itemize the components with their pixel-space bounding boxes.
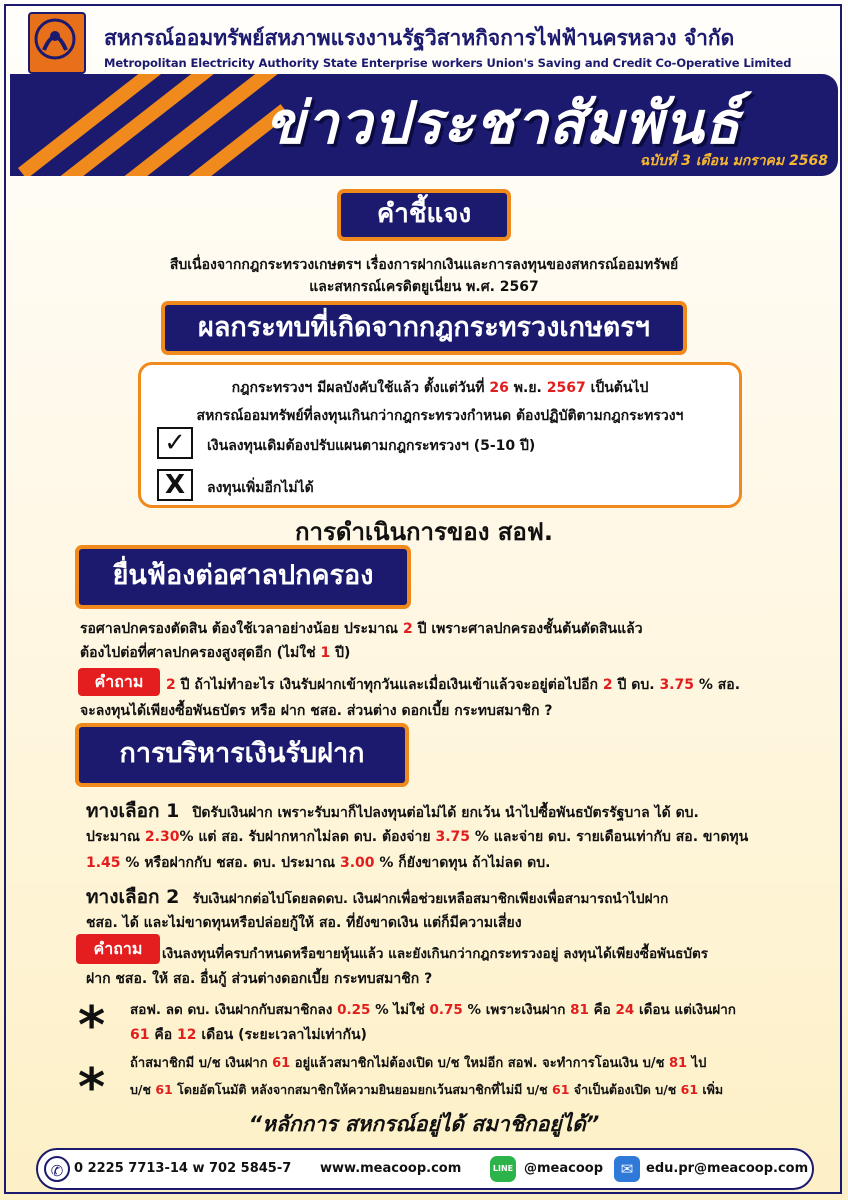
line-app-icon: LINE bbox=[490, 1156, 516, 1182]
org-name-english: Metropolitan Electricity Authority State Enterprise workers Union's Saving and Credit Co-Operative Limited bbox=[104, 56, 792, 70]
note-1-line-1: สอฟ. ลด ดบ. เงินฝากกับสมาชิกลง 0.25 % ไม่ใช่ 0.75 % เพราะเงินฝาก 81 คือ 24 เดือน แต่เงินฝาก bbox=[130, 1002, 736, 1018]
clarify-line-1: สืบเนื่องจากกฎกระทรวงเกษตรฯ เรื่องการฝากเงินและการลงทุนของสหกรณ์ออมทรัพย์ bbox=[169, 257, 679, 273]
email-address[interactable]: edu.pr@meacoop.com bbox=[646, 1161, 809, 1176]
asterisk-icon: * bbox=[78, 1058, 106, 1118]
option-1-line-2: ประมาณ 2.30% แต่ สอ. รับฝากหากไม่ลด ดบ. ต้องจ่าย 3.75 % และจ่าย ดบ. รายเดือนเท่ากับ สอ. ขาดทุน bbox=[86, 829, 749, 845]
note-2-line-1: ถ้าสมาชิกมี บ/ช เงินฝาก 61 อยู่แล้วสมาชิกไม่ต้องเปิด บ/ช ใหม่อีก สอฟ. จะทำการโอนเงิน บ/ช 81 ไป bbox=[130, 1056, 707, 1071]
cross-item-text: ลงทุนเพิ่มอีกไม่ได้ bbox=[207, 480, 314, 496]
court-line-1: รอศาลปกครองตัดสิน ต้องใช้เวลาอย่างน้อย ประมาณ 2 ปี เพราะศาลปกครองชั้นต้นตัดสินแล้ว bbox=[80, 621, 643, 637]
deposit-question-tag: คำถาม bbox=[76, 934, 160, 964]
option-1-line-3: 1.45 % หรือฝากกับ ชสอ. ดบ. ประมาณ 3.00 % ก็ยังขาดทุน ถ้าไม่ลด ดบ. bbox=[86, 855, 551, 871]
check-mark-icon: ✓ bbox=[157, 427, 193, 459]
note-2-line-2: บ/ช 61 โดยอัตโนมัติ หลังจากสมาชิกให้ความยินยอมยกเว้นสมาชิกที่ไม่มี บ/ช 61 จำเป็นต้องเปิด บ/ช 61 เพิ่ม bbox=[130, 1082, 724, 1097]
option-1-line-1: ทางเลือก 1 ปิดรับเงินฝาก เพราะรับมาก็ไปลงทุนต่อไม่ได้ ยกเว้น นำไปซื้อพันธบัตรรัฐบาล ได้ ดบ. bbox=[86, 800, 699, 822]
clarify-line-2: และสหกรณ์เครดิตยูเนี่ยน พ.ศ. 2567 bbox=[309, 279, 539, 295]
option-1-label: ทางเลือก 1 bbox=[86, 800, 180, 822]
cross-mark-icon: X bbox=[157, 469, 193, 501]
court-title: ยื่นฟ้องต่อศาลปกครอง bbox=[76, 546, 410, 608]
check-item-text: เงินลงทุนเดิมต้องปรับแผนตามกฎกระทรวงฯ (5-10 ปี) bbox=[207, 438, 536, 454]
court-question-line-2: จะลงทุนได้เพียงซื้อพันธบัตร หรือ ฝาก ชสอ. ส่วนต่าง ดอกเบี้ย กระทบสมาชิก ? bbox=[80, 703, 553, 719]
issue-info: ฉบับที่ 3 เดือน มกราคม 2568 bbox=[639, 153, 828, 169]
impact-box bbox=[138, 362, 742, 508]
impact-line-1: กฎกระทรวงฯ มีผลบังคับใช้แล้ว ตั้งแต่วันที่ 26 พ.ย. 2567 เป็นต้นไป bbox=[231, 380, 649, 396]
clarify-title: คำชี้แจง bbox=[338, 190, 510, 240]
option-2-line-2: ชสอ. ได้ และไม่ขาดทุนหรือปล่อยกู้ให้ สอ. ที่ยังขาดเงิน แต่ก็มีความเสี่ยง bbox=[86, 915, 522, 931]
actions-heading: การดำเนินการของ สอฟ. bbox=[295, 518, 553, 546]
deposit-question-line-1: เงินลงทุนที่ครบกำหนดหรือขายหุ้นแล้ว และยังเกินกว่ากฎกระทรวงอยู่ ลงทุนได้เพียงซื้อพันธบัตร bbox=[162, 946, 709, 962]
coop-logo bbox=[28, 12, 86, 74]
court-question-line-1: 2 ปี ถ้าไม่ทำอะไร เงินรับฝากเข้าทุกวันและเมื่อเงินเข้าแล้วจะอยู่ต่อไปอีก 2 ปี ดบ. 3.75 % สอ. bbox=[166, 677, 741, 693]
asterisk-icon: * bbox=[78, 996, 106, 1056]
phone-number[interactable]: 0 2225 7713-14 w 702 5845-7 bbox=[74, 1161, 292, 1176]
court-line-2: ต้องไปต่อที่ศาลปกครองสูงสุดอีก (ไม่ใช่ 1 ปี) bbox=[80, 645, 351, 661]
deposit-title: การบริหารเงินรับฝาก bbox=[76, 724, 408, 786]
court-question-tag: คำถาม bbox=[78, 668, 160, 696]
option-2-label: ทางเลือก 2 bbox=[86, 886, 180, 908]
deposit-question-line-2: ฝาก ชสอ. ให้ สอ. อื่นกู้ ส่วนต่างดอกเบี้ย กระทบสมาชิก ? bbox=[86, 971, 433, 987]
note-1-line-2: 61 คือ 12 เดือน (ระยะเวลาไม่เท่ากัน) bbox=[130, 1027, 367, 1043]
impact-title: ผลกระทบที่เกิดจากกฎกระทรวงเกษตรฯ bbox=[162, 302, 686, 354]
phone-icon: ✆ bbox=[44, 1156, 70, 1182]
impact-line-2: สหกรณ์ออมทรัพย์ที่ลงทุนเกินกว่ากฎกระทรวงกำหนด ต้องปฏิบัติตามกฎกระทรวงฯ bbox=[196, 408, 684, 424]
option-2-line-1: ทางเลือก 2 รับเงินฝากต่อไปโดยลดดบ. เงินฝากเพื่อช่วยเหลือสมาชิกเพียงเพื่อสามารถนำไปฝาก bbox=[86, 886, 669, 908]
line-id[interactable]: @meacoop bbox=[524, 1161, 604, 1176]
contact-footer bbox=[36, 1148, 814, 1190]
principle-quote: “หลักการ สหกรณ์อยู่ได้ สมาชิกอยู่ได้” bbox=[248, 1112, 600, 1136]
website-link[interactable]: www.meacoop.com bbox=[320, 1161, 462, 1176]
masthead-title: ข่าวประชาสัมพันธ์ bbox=[265, 89, 741, 157]
email-icon: ✉ bbox=[614, 1156, 640, 1182]
org-name-thai: สหกรณ์ออมทรัพย์สหภาพแรงงานรัฐวิสาหกิจการไฟฟ้านครหลวง จำกัด bbox=[104, 26, 735, 50]
